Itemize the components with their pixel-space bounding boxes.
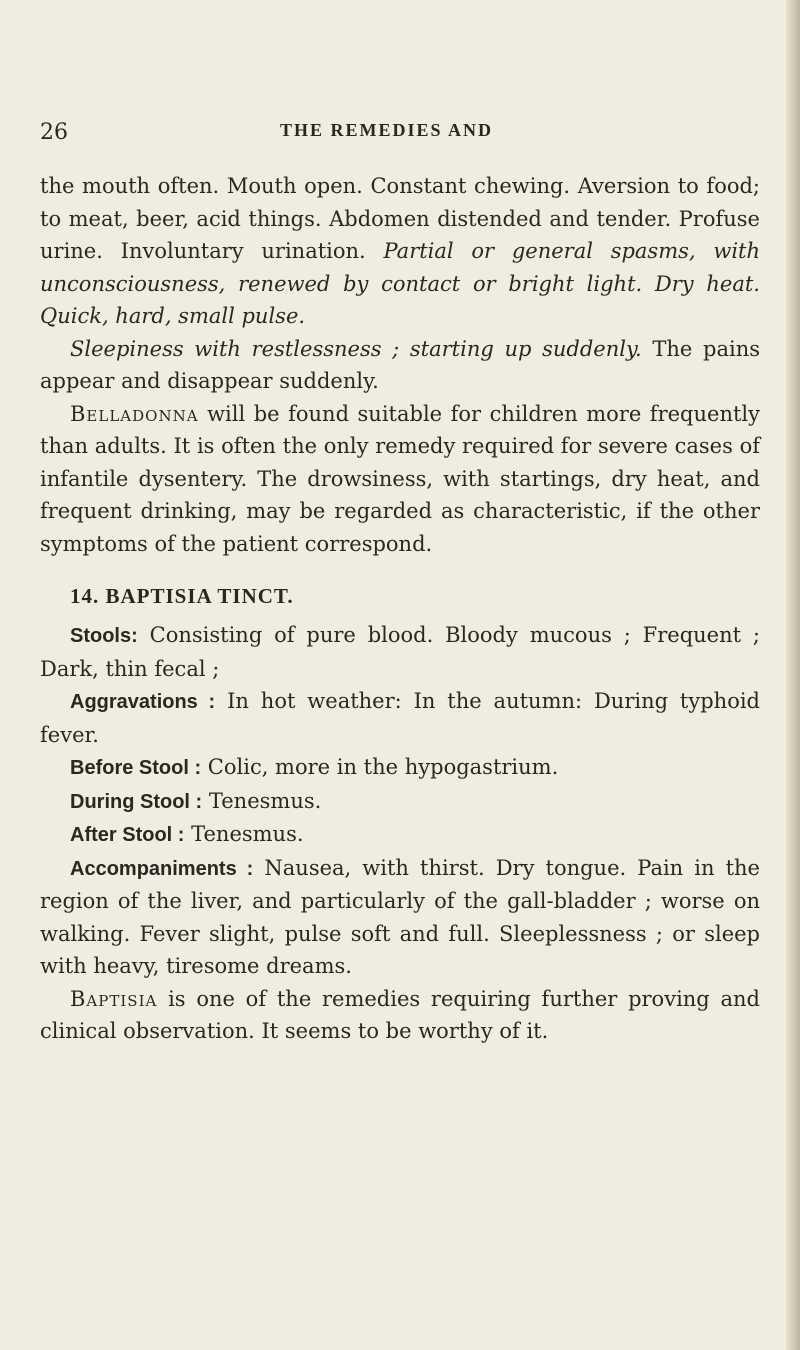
baptisia-stools (40, 619, 760, 685)
book-page (40, 120, 760, 1048)
aggravations-text: In hot weather: In the autumn: During typhoid fever. (40, 689, 760, 747)
belladonna-symptoms-text: the mouth often. Mouth open. Constant chewing. Aversion to food; to meat, beer, acid things. Abdomen distended and tender. Profuse urine. Involuntary urination. (40, 174, 760, 263)
after-stool-label: After Stool : (70, 824, 185, 846)
during-stool-text: Tenesmus. (202, 788, 322, 813)
page-number: 26 (40, 120, 68, 145)
belladonna-spasms-text: Partial or general spasms, with unconsciousness, renewed by contact or bright light. Dry heat. Quick, hard, small pulse. (40, 239, 760, 328)
page-edge-shadow (786, 0, 800, 1350)
running-head (40, 120, 760, 152)
belladonna-summary-text: will be found suitable for children more frequently than adults. It is often the only remedy required for severe cases of infantile dysentery. The drowsiness, with startings, dry heat, and frequent drinking, may be regarded as characteristic, if the other symptoms of the patient correspond. (40, 401, 760, 556)
running-title: THE REMEDIES AND (280, 120, 494, 140)
baptisia-during-stool (40, 785, 760, 819)
before-stool-text: Colic, more in the hypogastrium. (201, 755, 559, 779)
baptisia-closing (40, 983, 760, 1048)
baptisia-before-stool (40, 751, 760, 785)
belladonna-paragraph-2 (40, 333, 760, 398)
baptisia-remedy-name: Baptisia (70, 986, 158, 1011)
stools-text: Consisting of pure blood. Bloody mucous ; Frequent ; Dark, thin fecal ; (40, 623, 760, 681)
baptisia-closing-text: is one of the remedies requiring further proving and clinical observation. It seems to be worthy of it. (40, 986, 760, 1043)
baptisia-aggravations (40, 685, 760, 751)
belladonna-paragraph-3 (40, 398, 760, 561)
accompaniments-text: Nausea, with thirst. Dry tongue. Pain in the region of the liver, and particularly of the gall-bladder ; worse on walking. Fever slight, pulse soft and full. Sleeplessness ; or sleep with heavy, tiresome dreams. (40, 855, 760, 978)
baptisia-section (40, 619, 760, 1048)
belladonna-remedy-name: Belladonna (70, 401, 199, 426)
belladonna-pains-text: The pains appear and disappear suddenly. (40, 336, 760, 393)
before-stool-label: Before Stool : (70, 757, 202, 779)
aggravations-label: Aggravations : (70, 691, 216, 713)
stools-label: Stools: (70, 625, 138, 647)
baptisia-accompaniments (40, 852, 760, 983)
belladonna-sleepiness-text: Sleepiness with restlessness ; starting up suddenly. (70, 336, 642, 361)
baptisia-section-title: 14. BAPTISIA TINCT. (70, 584, 294, 608)
after-stool-text: Tenesmus. (184, 822, 304, 846)
belladonna-paragraph-1 (40, 170, 760, 333)
baptisia-after-stool (40, 818, 760, 852)
during-stool-label: During Stool : (70, 790, 203, 813)
accompaniments-label: Accompaniments : (70, 857, 254, 880)
